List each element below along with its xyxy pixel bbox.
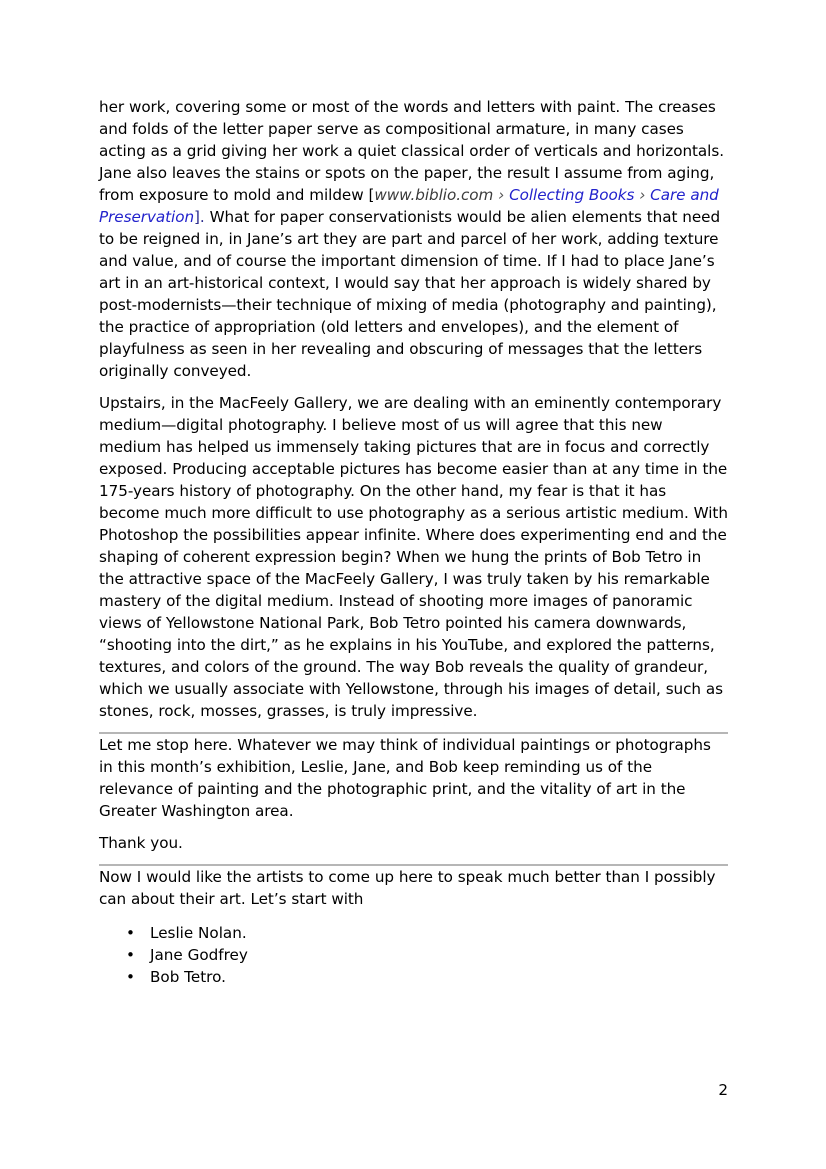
link-care-and-preservation[interactable]: Care and Preservation: [99, 186, 719, 226]
list-item: [99, 966, 728, 988]
paragraph-text-segment: her work, covering some or most of the words and letters with paint. The creases and folds of the letter paper serve as compositional armature, in many cases acting as a grid giving her work a quiet classical order of verticals and horizontals. Jane also leaves the stains or spots on the paper, the result I assume from aging, from exposure to mold and mildew: [99, 98, 724, 204]
bracket-open: [: [368, 186, 375, 204]
breadcrumb-separator: ›: [493, 186, 510, 204]
bracket-close: ].: [194, 208, 205, 226]
bullet-icon: •: [126, 924, 135, 942]
list-item-label: Bob Tetro.: [150, 968, 226, 986]
paragraph-jane-artwork: [99, 96, 728, 382]
paragraph-invite-artists: Now I would like the artists to come up here to speak much better than I possibly can about their art. Let’s start with: [99, 868, 716, 908]
paragraph-macfeely-gallery: Upstairs, in the MacFeely Gallery, we are dealing with an eminently contemporary medium—digital photography. I believe most of us will agree that this new medium has helped us immensely taking pictures that are in focus and correctly exposed. Producing acceptable pictures has become easier than at any time in the 175-years history of photography. On the other hand, my fear is that it has become much more difficult to use photography as a serious artistic medium. With Photoshop the possibilities appear infinite. Where does experimenting end and the shaping of coherent expression begin? When we hung the prints of Bob Tetro in the attractive space of the MacFeely Gallery, I was truly taken by his remarkable mastery of the digital medium. Instead of shooting more images of panoramic views of Yellowstone National Park, Bob Tetro pointed his camera downwards, “shooting into the dirt,” as he explains in his YouTube, and explored the patterns, textures, and colors of the ground. The way Bob reveals the quality of grandeur, which we usually associate with Yellowstone, through his images of detail, such as stones, rock, mosses, grasses, is truly impressive.: [99, 394, 728, 720]
paragraph-thank-you: Thank you.: [99, 834, 183, 852]
list-item-label: Leslie Nolan.: [150, 924, 247, 942]
list-item-label: Jane Godfrey: [150, 946, 248, 964]
breadcrumb-separator: ›: [634, 186, 651, 204]
bullet-icon: •: [126, 968, 135, 986]
paragraph-text-segment: What for paper conservationists would be alien elements that need to be reigned in, in Jane’s art they are part and parcel of her work, adding texture and value, and of course the important dimension of time. If I had to place Jane’s art in an art-historical context, I would say that her approach is widely shared by post-modernists—their technique of mixing of media (photography and painting), the practice of appropriation (old letters and envelopes), and the element of playfulness as seen in her revealing and obscuring of messages that the letters originally conveyed.: [99, 208, 721, 380]
list-item: [99, 944, 728, 966]
paragraph-closing-remarks: Let me stop here. Whatever we may think of individual paintings or photographs in this month’s exhibition, Leslie, Jane, and Bob keep reminding us of the relevance of painting and the photographic print, and the vitality of art in the Greater Washington area.: [99, 736, 711, 820]
link-domain[interactable]: www.biblio.com: [374, 186, 494, 204]
page-number: 2: [718, 1081, 728, 1099]
artist-list: [99, 922, 728, 988]
bullet-icon: •: [126, 946, 135, 964]
document-body: [99, 96, 728, 988]
link-collecting-books[interactable]: Collecting Books: [509, 186, 635, 204]
list-item: [99, 922, 728, 944]
